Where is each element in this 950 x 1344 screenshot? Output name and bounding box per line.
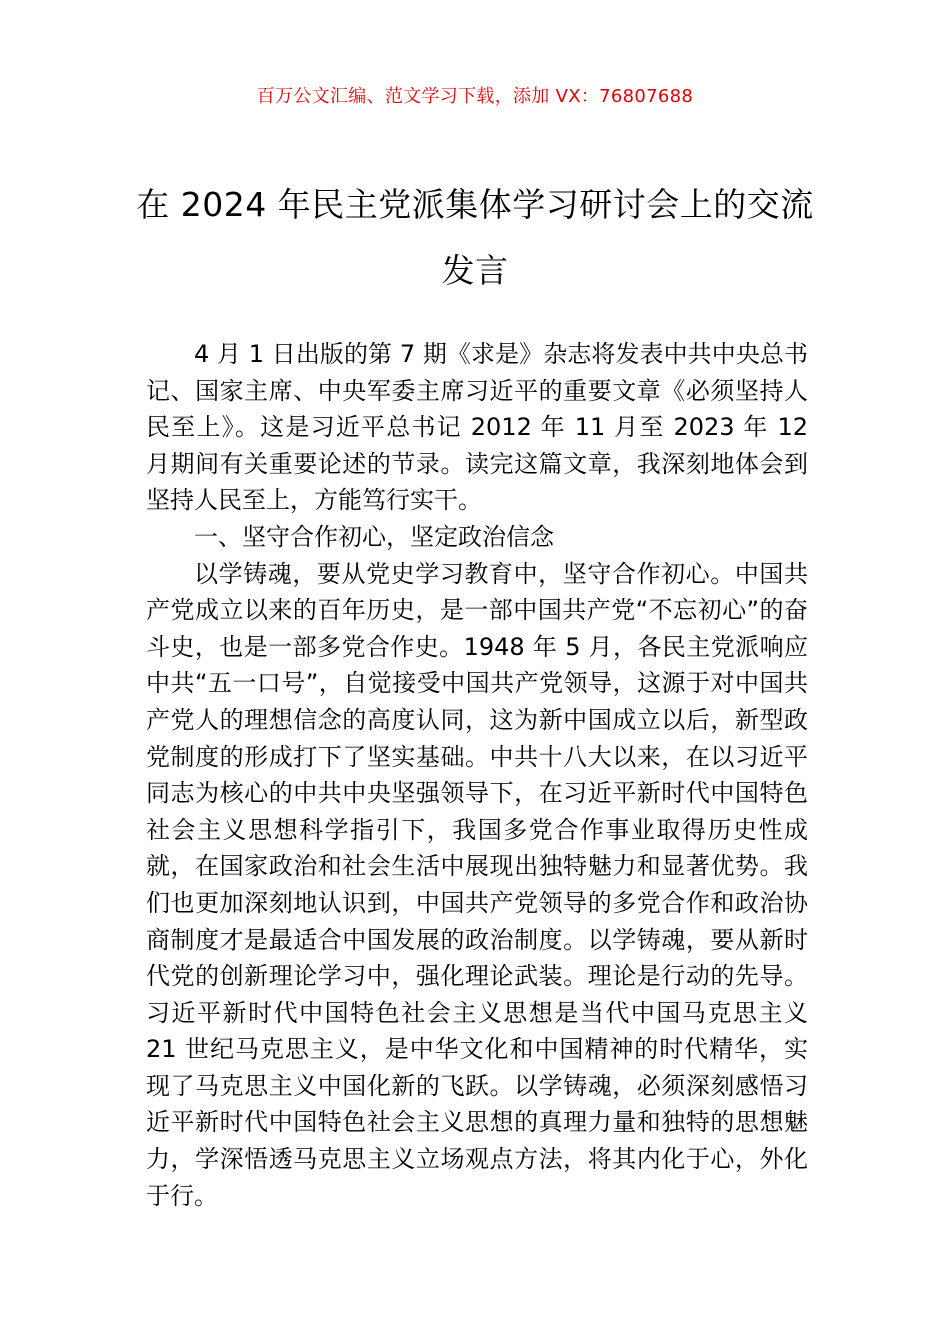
document-body (146, 336, 808, 1214)
header-note: 百万公文汇编、范文学习下载，添加 VX：76807688 (256, 86, 694, 107)
section-heading: 一、坚守合作初心，坚定政治信念 (194, 522, 554, 551)
paragraph-intro: 4 月 1 日出版的第 7 期《求是》杂志将发表中共中央总书记、国家主席、中央军委主席习近平的重要文章《必须坚持人民至上》。这是习近平总书记 2012 年 11 月至 2023 年 12 月期间有关重要论述的节录。读完这篇文章，我深刻地体会到坚持人民至上，方能笃行实干。 (146, 340, 808, 515)
document-title: 在 2024 年民主党派集体学习研讨会上的交流发言 (136, 185, 814, 290)
paragraph-main: 以学铸魂，要从党史学习教育中，坚守合作初心。中国共产党成立以来的百年历史，是一部中国共产党“不忘初心”的奋斗史，也是一部多党合作史。1948 年 5 月，各民主党派响应中共“五一口号”，自觉接受中国共产党领导，这源于对中国共产党人的理想信念的高度认同，这为新中国成立以后，新型政党制度的形成打下了坚实基础。中共十八大以来，在以习近平同志为核心的中共中央坚强领导下，在习近平新时代中国特色社会主义思想科学指引下，我国多党合作事业取得历史性成就，在国家政治和社会生活中展现出独特魅力和显著优势。我们也更加深刻地认识到，中国共产党领导的多党合作和政治协商制度才是最适合中国发展的政治制度。以学铸魂，要从新时代党的创新理论学习中，强化理论武装。理论是行动的先导。习近平新时代中国特色社会主义思想是当代中国马克思主义 21 世纪马克思主义，是中华文化和中国精神的时代精华，实现了马克思主义中国化新的飞跃。以学铸魂，必须深刻感悟习近平新时代中国特色社会主义思想的真理力量和独特的思想魅力，学深悟透马克思主义立场观点方法，将其内化于心，外化于行。 (146, 559, 808, 1210)
